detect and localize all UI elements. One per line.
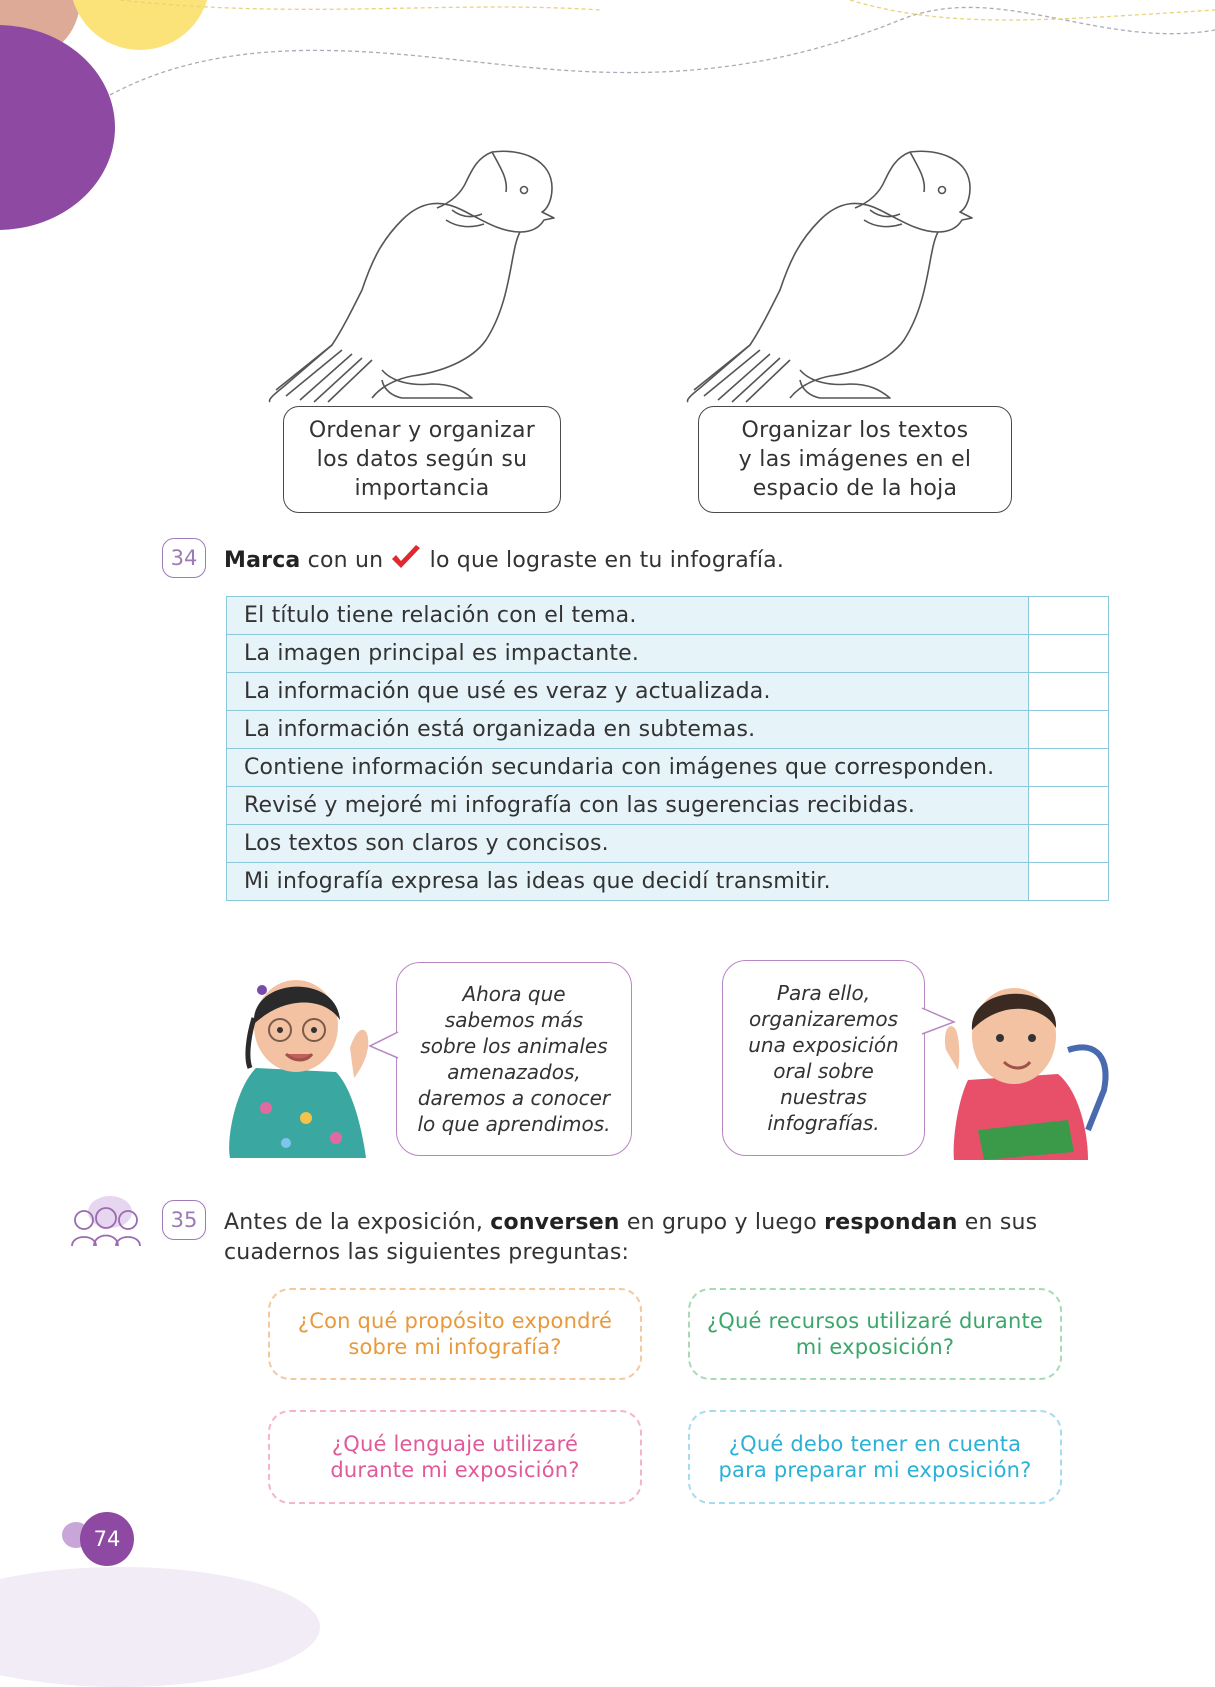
bird-label-left (283, 406, 561, 513)
criterion-cell: Los textos son claros y concisos. (227, 825, 1029, 863)
label-line: y las imágenes en el (738, 447, 972, 472)
criterion-cell: El título tiene relación con el tema. (227, 597, 1029, 635)
table-row (227, 825, 1109, 863)
checkbox-cell[interactable] (1029, 825, 1109, 863)
bird-label-right (698, 406, 1012, 513)
checkbox-cell[interactable] (1029, 597, 1109, 635)
bird-outline-right (680, 140, 1010, 405)
question-line: mi exposición? (795, 1335, 955, 1359)
bubble-line: daremos a conocer (417, 1086, 611, 1110)
question-line: para preparar mi exposición? (718, 1458, 1032, 1482)
check-mark-icon (390, 545, 422, 571)
boy-illustration (938, 970, 1113, 1160)
checkbox-cell[interactable] (1029, 787, 1109, 825)
table-row (227, 711, 1109, 749)
checkbox-cell[interactable] (1029, 635, 1109, 673)
bubble-line: una exposición (748, 1033, 899, 1057)
group-work-icon (66, 1192, 148, 1252)
instruction-text: con un (300, 548, 391, 573)
checkbox-cell[interactable] (1029, 711, 1109, 749)
checkbox-cell[interactable] (1029, 863, 1109, 901)
activity-34-instruction (224, 545, 784, 573)
criterion-cell: La imagen principal es impactante. (227, 635, 1029, 673)
question-line: ¿Qué debo tener en cuenta (728, 1432, 1022, 1456)
instruction-text: en sus (957, 1210, 1038, 1235)
speech-bubble-boy (722, 960, 925, 1156)
instruction-text: lo que lograste en tu infografía. (422, 548, 785, 573)
criterion-cell: Revisé y mejoré mi infografía con las sugerencias recibidas. (227, 787, 1029, 825)
bubble-line: sabemos más (444, 1008, 584, 1032)
checkbox-cell[interactable] (1029, 673, 1109, 711)
bubble-tail-girl (368, 1030, 400, 1060)
girl-illustration (226, 968, 376, 1158)
question-box-preparation (688, 1410, 1062, 1504)
instruction-text: cuadernos las siguientes preguntas: (224, 1240, 630, 1265)
table-row (227, 863, 1109, 901)
question-line: sobre mi infografía? (348, 1335, 562, 1359)
bubble-line: sobre los animales (420, 1034, 608, 1058)
checkbox-cell[interactable] (1029, 749, 1109, 787)
bubble-line: amenazados, (447, 1060, 581, 1084)
table-row (227, 673, 1109, 711)
table-row (227, 787, 1109, 825)
criterion-cell: La información está organizada en subtemas. (227, 711, 1029, 749)
decorative-bottom-arc (0, 1567, 320, 1687)
activity-number-34: 34 (162, 538, 206, 578)
instruction-verb: conversen (490, 1210, 620, 1235)
table-row (227, 749, 1109, 787)
page-number: 74 (80, 1512, 134, 1566)
criterion-cell: La información que usé es veraz y actualizada. (227, 673, 1029, 711)
checklist-table (226, 596, 1109, 901)
label-line: Ordenar y organizar (308, 418, 536, 443)
question-box-language (268, 1410, 642, 1504)
question-box-purpose (268, 1288, 642, 1380)
bubble-line: Ahora que (462, 982, 566, 1006)
activity-35-instruction (224, 1208, 1037, 1268)
criterion-cell: Contiene información secundaria con imágenes que corresponden. (227, 749, 1029, 787)
instruction-verb: Marca (224, 548, 301, 573)
bubble-line: Para ello, (776, 981, 871, 1005)
bubble-line: oral sobre (773, 1059, 874, 1083)
label-line: espacio de la hoja (752, 476, 958, 501)
bubble-line: nuestras (780, 1085, 867, 1109)
question-line: ¿Qué lenguaje utilizaré (331, 1432, 579, 1456)
speech-bubble-girl (396, 962, 632, 1156)
instruction-text: en grupo y luego (619, 1210, 825, 1235)
instruction-text: Antes de la exposición, (224, 1210, 491, 1235)
bubble-line: infografías. (767, 1111, 880, 1135)
activity-number-35: 35 (162, 1200, 206, 1240)
question-box-resources (688, 1288, 1062, 1380)
table-row (227, 597, 1109, 635)
decorative-wave-lines (0, 0, 1215, 120)
criterion-cell: Mi infografía expresa las ideas que decidí transmitir. (227, 863, 1029, 901)
table-row (227, 635, 1109, 673)
label-line: importancia (354, 476, 490, 501)
bird-outline-left (262, 140, 592, 405)
instruction-verb: respondan (824, 1210, 958, 1235)
label-line: los datos según su (316, 447, 528, 472)
label-line: Organizar los textos (741, 418, 969, 443)
bubble-line: organizaremos (748, 1007, 899, 1031)
question-line: ¿Qué recursos utilizaré durante (706, 1309, 1044, 1333)
question-line: ¿Con qué propósito expondré (297, 1309, 613, 1333)
question-line: durante mi exposición? (330, 1458, 580, 1482)
bubble-line: lo que aprendimos. (417, 1112, 611, 1136)
